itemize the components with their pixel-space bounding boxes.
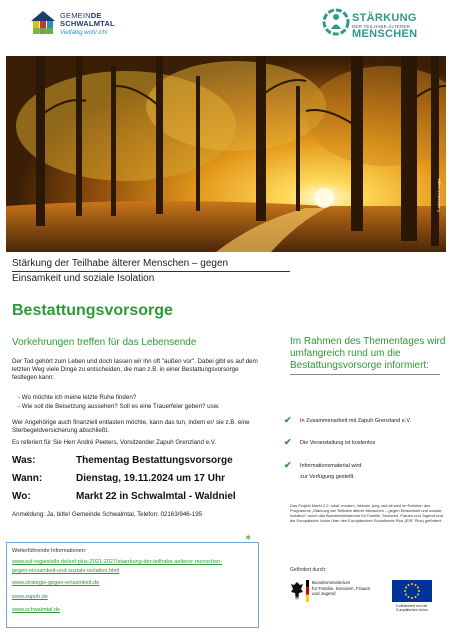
question-list bbox=[18, 393, 268, 411]
eu-caption: Kofinanziert von der Europäischen Union bbox=[396, 604, 428, 613]
funded-by-label: Gefördert durch: bbox=[290, 567, 327, 573]
right-heading-divider bbox=[290, 374, 440, 375]
ministry-logo bbox=[290, 580, 390, 620]
further-info-header: Weiterführende Informationen: bbox=[12, 548, 87, 554]
event-when-value: Dienstag, 19.11.2024 um 17 Uhr bbox=[76, 473, 225, 484]
link-strategie[interactable]: www.strategie-gegen-einsamkeit.de bbox=[12, 580, 100, 586]
municipality-name: GEMEINDE SCHWALMTAL bbox=[60, 11, 115, 28]
german-flag-stripe bbox=[306, 580, 309, 602]
link-esf-regiestelle-cont[interactable]: gegen-einsamkeit-und-soziale-isolation.html bbox=[12, 568, 120, 574]
event-where-label: Wo: bbox=[12, 491, 31, 502]
event-when-label: Wann: bbox=[12, 473, 43, 484]
event-what-value: Thementag Bestattungsvorsorge bbox=[76, 455, 233, 466]
program-logo bbox=[322, 8, 440, 42]
link-esf-regiestelle[interactable]: www.esf-regiestelle.de/esf-plus-2021-2027/staerkung-der-teilhabe-aelterer-menschen- bbox=[12, 559, 223, 565]
eu-flag-icon bbox=[392, 580, 432, 602]
autumn-forest-photo bbox=[6, 56, 446, 252]
event-what-label: Was: bbox=[12, 455, 36, 466]
house-logo-icon bbox=[30, 10, 56, 36]
checkmark-icon: ✔ bbox=[284, 437, 292, 447]
check-item-material-2: zur Verfügung gestellt. bbox=[300, 474, 355, 480]
checkmark-icon: ✔ bbox=[284, 460, 292, 470]
program-logo-line3: MENSCHEN bbox=[352, 28, 418, 40]
intro-paragraph: Der Tod gehört zum Leben und doch lassen wir ihn oft "außen vor". Dabei gibt es auf dem letzten Weg viele Dinge zu entscheiden, die man z.B. in einer Bestattungsvorsorge festlegen kann: bbox=[12, 358, 258, 381]
page-title: Bestattungsvorsorge bbox=[12, 302, 173, 319]
eu-logo bbox=[387, 580, 437, 612]
municipality-slogan: Vielfältig wohl ich! bbox=[60, 30, 108, 36]
forest-illustration bbox=[6, 56, 446, 252]
checkmark-icon: ✔ bbox=[284, 415, 292, 425]
check-item-material-1: Informationsmaterial wird bbox=[300, 463, 362, 469]
check-item-free: Die Veranstaltung ist kostenlos bbox=[300, 440, 376, 446]
right-heading bbox=[290, 336, 446, 375]
event-where-value: Markt 22 in Schwalmtal - Waldniel bbox=[76, 491, 236, 502]
further-info-box bbox=[6, 533, 259, 628]
link-schwalmtal[interactable]: www.schwalmtal.de bbox=[12, 607, 60, 613]
program-logo-line2: DER TEILHABE ÄLTERER bbox=[352, 24, 411, 29]
funding-note: Das Projekt Markt 2.2: lokal, modern, inklusiv, jung und alt wird im Rahmen des Programms „Stärkung der Teilhabe älterer Menschen – gegen Einsamkeit und soziale Isolation" durch das Bundesministerium für Familie, Senioren, Frauen und Jugend und die Europäische Union über den Europäischen Sozialfonds Plus (ESF Plus) gefördert. bbox=[290, 503, 443, 523]
subtitle-line1: Stärkung der Teilhabe älterer Menschen – gegen bbox=[12, 258, 229, 269]
municipality-logo bbox=[30, 8, 130, 42]
program-logo-line1: STÄRKUNG bbox=[352, 12, 417, 24]
list-item: - Wo möchte ich meine letzte Ruhe finden? bbox=[18, 394, 137, 401]
photo-credit: © adobestock images bbox=[437, 178, 441, 212]
circle-figure-logo-icon bbox=[322, 8, 350, 36]
program-subtitle bbox=[12, 257, 312, 286]
ministry-name: Bundesministerium für Familie, Senioren, Frauen und Jugend bbox=[312, 580, 371, 596]
federal-eagle-icon bbox=[290, 580, 304, 602]
insurance-paragraph: Wer Angehörige auch finanziell entlasten möchte, kann das tun, indem er/ sie z.B. eine Sterbegeldversicherung abschließt. bbox=[12, 419, 250, 434]
lead-text: Vorkehrungen treffen für das Lebensende bbox=[12, 337, 197, 348]
list-item: - Wie soll die Beisetzung aussehen? Soll es eine Trauerfeier geben? usw. bbox=[18, 403, 220, 410]
speaker-line: Es referiert für Sie Herr André Peeters, Vorsitzender Zapuh Grenzland e.V. bbox=[12, 439, 217, 446]
sparkle-icon: ✶ bbox=[244, 533, 253, 544]
check-item-partner: In Zusammenarbeit mit Zapuh Grenzland e.V. bbox=[300, 418, 412, 424]
right-heading-text: Im Rahmen des Thementages wird umfangreich rund um die Bestattungsvorsorge informiert: bbox=[290, 336, 446, 371]
link-zapuh[interactable]: www.zapuh.de bbox=[12, 594, 48, 600]
signup-line: Anmeldung: Ja, bitte! Gemeinde Schwalmtal, Telefon: 02163/946-195 bbox=[12, 511, 203, 518]
subtitle-line2: Einsamkeit und soziale Isolation bbox=[12, 273, 155, 284]
